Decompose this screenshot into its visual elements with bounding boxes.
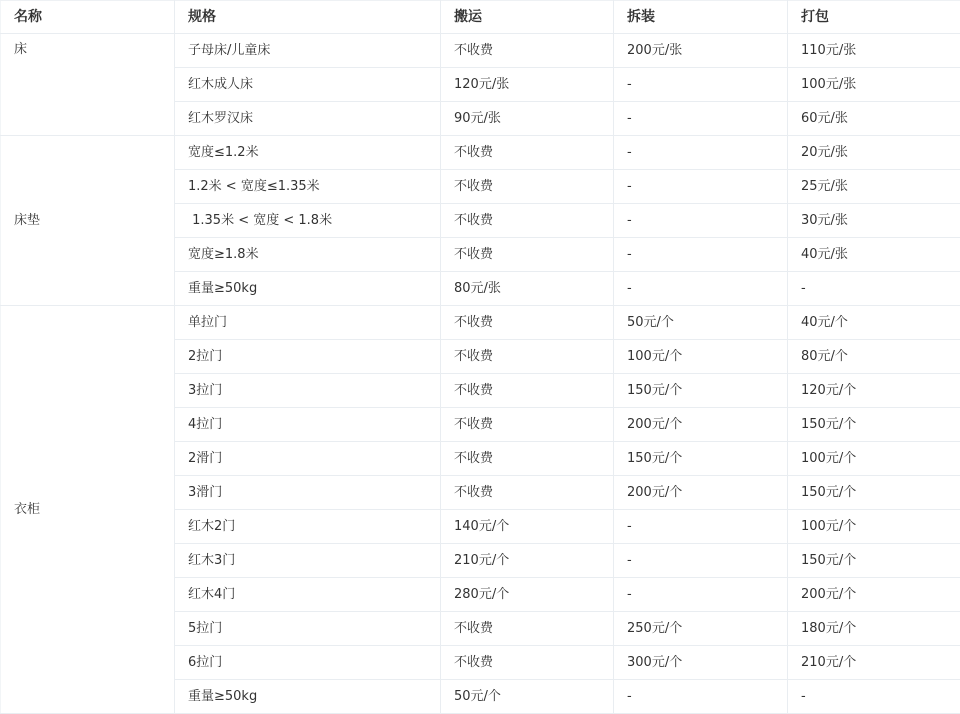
spec-cell: 重量≥50kg — [175, 272, 441, 306]
disassembly-cell: - — [614, 680, 788, 714]
spec-cell: 宽度≤1.2米 — [175, 136, 441, 170]
carry-cell: 不收费 — [441, 340, 614, 374]
packing-cell: 180元/个 — [788, 612, 960, 646]
carry-cell: 不收费 — [441, 374, 614, 408]
spec-cell: 5拉门 — [175, 612, 441, 646]
spec-cell: 红木成人床 — [175, 68, 441, 102]
disassembly-cell: - — [614, 272, 788, 306]
carry-cell: 不收费 — [441, 170, 614, 204]
disassembly-cell: - — [614, 578, 788, 612]
packing-cell: - — [788, 680, 960, 714]
group-cell: 床 — [1, 34, 175, 136]
disassembly-cell: 200元/个 — [614, 408, 788, 442]
spec-cell: 单拉门 — [175, 306, 441, 340]
disassembly-cell: 50元/个 — [614, 306, 788, 340]
disassembly-cell: - — [614, 204, 788, 238]
table-body — [1, 34, 960, 714]
disassembly-cell: - — [614, 238, 788, 272]
packing-cell: 150元/个 — [788, 544, 960, 578]
group-cell: 衣柜 — [1, 306, 175, 714]
carry-cell: 140元/个 — [441, 510, 614, 544]
packing-cell: 60元/张 — [788, 102, 960, 136]
spec-cell: 重量≥50kg — [175, 680, 441, 714]
carry-cell: 不收费 — [441, 408, 614, 442]
table-header — [1, 1, 960, 34]
carry-cell: 80元/张 — [441, 272, 614, 306]
packing-cell: 100元/个 — [788, 510, 960, 544]
disassembly-cell: 300元/个 — [614, 646, 788, 680]
spec-cell: 1.2米 < 宽度≤1.35米 — [175, 170, 441, 204]
column-header-disassembly: 拆装 — [614, 1, 788, 34]
spec-cell: 2拉门 — [175, 340, 441, 374]
spec-cell: 4拉门 — [175, 408, 441, 442]
packing-cell: 110元/张 — [788, 34, 960, 68]
packing-cell: 210元/个 — [788, 646, 960, 680]
packing-cell: 20元/张 — [788, 136, 960, 170]
spec-cell: 3滑门 — [175, 476, 441, 510]
spec-cell: 1.35米 < 宽度 < 1.8米 — [175, 204, 441, 238]
carry-cell: 不收费 — [441, 238, 614, 272]
header-row — [1, 1, 960, 34]
disassembly-cell: - — [614, 68, 788, 102]
packing-cell: 120元/个 — [788, 374, 960, 408]
column-header-name: 名称 — [1, 1, 175, 34]
packing-cell: 100元/个 — [788, 442, 960, 476]
carry-cell: 不收费 — [441, 612, 614, 646]
carry-cell: 280元/个 — [441, 578, 614, 612]
carry-cell: 不收费 — [441, 442, 614, 476]
spec-cell: 红木罗汉床 — [175, 102, 441, 136]
packing-cell: 40元/个 — [788, 306, 960, 340]
spec-cell: 子母床/儿童床 — [175, 34, 441, 68]
packing-cell: 40元/张 — [788, 238, 960, 272]
table-row — [1, 306, 960, 340]
packing-cell: - — [788, 272, 960, 306]
carry-cell: 不收费 — [441, 204, 614, 238]
spec-cell: 6拉门 — [175, 646, 441, 680]
column-header-spec: 规格 — [175, 1, 441, 34]
disassembly-cell: 150元/个 — [614, 374, 788, 408]
packing-cell: 150元/个 — [788, 476, 960, 510]
packing-cell: 80元/个 — [788, 340, 960, 374]
disassembly-cell: 250元/个 — [614, 612, 788, 646]
carry-cell: 不收费 — [441, 34, 614, 68]
disassembly-cell: 150元/个 — [614, 442, 788, 476]
column-header-carry: 搬运 — [441, 1, 614, 34]
spec-cell: 宽度≥1.8米 — [175, 238, 441, 272]
disassembly-cell: 200元/个 — [614, 476, 788, 510]
spec-cell: 3拉门 — [175, 374, 441, 408]
carry-cell: 不收费 — [441, 476, 614, 510]
disassembly-cell: 100元/个 — [614, 340, 788, 374]
disassembly-cell: 200元/张 — [614, 34, 788, 68]
carry-cell: 不收费 — [441, 136, 614, 170]
group-cell: 床垫 — [1, 136, 175, 306]
disassembly-cell: - — [614, 510, 788, 544]
spec-cell: 红木3门 — [175, 544, 441, 578]
carry-cell: 210元/个 — [441, 544, 614, 578]
disassembly-cell: - — [614, 102, 788, 136]
carry-cell: 120元/张 — [441, 68, 614, 102]
packing-cell: 100元/张 — [788, 68, 960, 102]
carry-cell: 不收费 — [441, 646, 614, 680]
spec-cell: 红木4门 — [175, 578, 441, 612]
packing-cell: 30元/张 — [788, 204, 960, 238]
table-row — [1, 136, 960, 170]
packing-cell: 150元/个 — [788, 408, 960, 442]
spec-cell: 2滑门 — [175, 442, 441, 476]
spec-cell: 红木2门 — [175, 510, 441, 544]
carry-cell: 不收费 — [441, 306, 614, 340]
table-row — [1, 34, 960, 68]
column-header-packing: 打包 — [788, 1, 960, 34]
carry-cell: 90元/张 — [441, 102, 614, 136]
disassembly-cell: - — [614, 544, 788, 578]
packing-cell: 25元/张 — [788, 170, 960, 204]
carry-cell: 50元/个 — [441, 680, 614, 714]
disassembly-cell: - — [614, 170, 788, 204]
packing-cell: 200元/个 — [788, 578, 960, 612]
disassembly-cell: - — [614, 136, 788, 170]
